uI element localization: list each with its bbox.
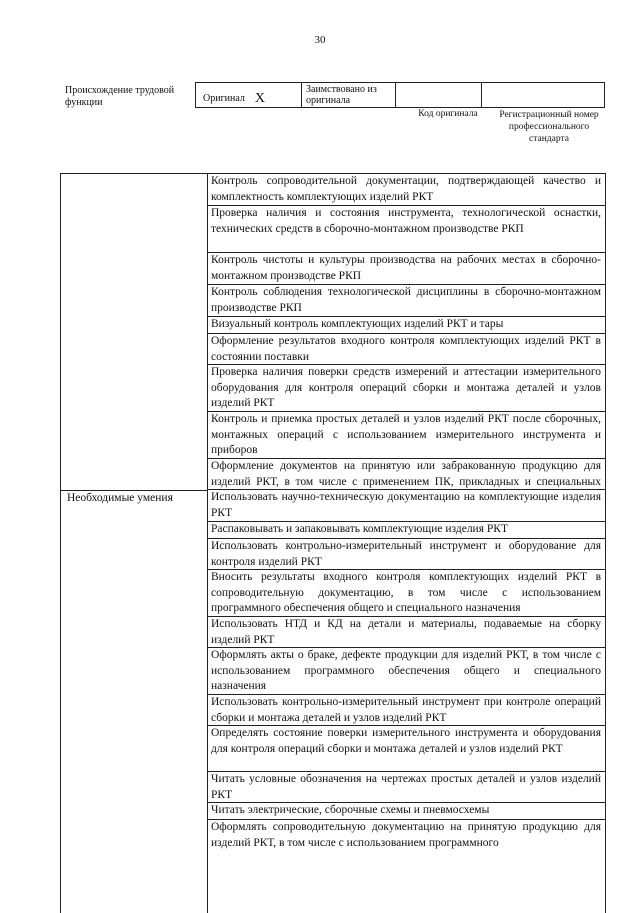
original-code-cell	[396, 83, 482, 107]
borrowed-label: Заимствовано из оригинала	[302, 83, 396, 107]
functions-table	[60, 173, 606, 913]
action-row: Контроль соблюдения технологической дисциплины в сборочно-монтажном производстве РКП	[208, 285, 605, 317]
original-cell	[196, 83, 302, 107]
skill-row: Читать условные обозначения на чертежах простых деталей и узлов изделий РКТ	[208, 772, 605, 803]
action-row: Оформление результатов входного контроля комплектующих изделий РКТ в состоянии поставки	[208, 334, 605, 365]
skill-row: Оформлять сопроводительную документацию на принятую продукцию для изделий РКТ, в том числе с использованием программного	[211, 821, 601, 849]
page-number: 30	[314, 34, 326, 46]
origin-label: Происхождение трудовой функции	[65, 85, 175, 108]
action-row: Визуальный контроль комплектующих изделий РКТ и тары	[208, 317, 605, 334]
original-mark: X	[254, 91, 266, 106]
skill-row: Вносить результаты входного контроля комплектующих изделий РКТ в сопроводительную документацию, в том числе с использованием программного обеспечения общего и специального назначения	[208, 570, 605, 617]
action-row: Контроль и приемка простых деталей и узлов изделий РКТ после сборочных, монтажных операций с использованием измерительного инструмента и приборов	[208, 412, 605, 459]
skill-row: Использовать НТД и КД на детали и материалы, подаваемые на сборку изделий РКТ	[208, 617, 605, 648]
skill-row: Использовать контрольно-измерительный инструмент при контроле операций сборки и монтажа деталей и узлов изделий РКТ	[208, 695, 605, 726]
registration-number-caption: Регистрационный номер профессионального стандарта	[499, 110, 599, 144]
action-row: Контроль чистоты и культуры производства на рабочих местах в сборочно-монтажном производстве РКП	[208, 253, 605, 285]
registration-number-cell	[482, 83, 604, 107]
action-row: Оформление документов на принятую или забракованную продукцию для изделий РКТ, в том числе с применением ПК, прикладных и специальных	[208, 459, 605, 490]
table-rows	[208, 174, 605, 852]
skills-label: Необходимые умения	[67, 492, 173, 504]
section-divider	[61, 490, 208, 491]
skill-row: Использовать научно-техническую документацию на комплектующие изделия РКТ	[208, 490, 605, 522]
action-row: Проверка наличия поверки средств измерений и аттестации измерительного оборудования для контроля операций сборки и монтажа деталей и узлов изделий РКТ	[208, 365, 605, 412]
skill-row: Определять состояние поверки измерительного инструмента и оборудования для контроля операций сборки и монтажа деталей и узлов изделий РКТ	[208, 726, 605, 772]
skill-row: Использовать контрольно-измерительный инструмент и оборудование для контроля изделий РКТ	[208, 539, 605, 570]
original-code-caption: Код оригинала	[418, 109, 478, 119]
skill-row: Оформлять акты о браке, дефекте продукции для изделий РКТ, в том числе с использованием программного обеспечения общего и специального назначения	[208, 648, 605, 695]
skill-row: Читать электрические, сборочные схемы и пневмосхемы	[208, 803, 605, 820]
origin-table	[195, 82, 605, 108]
original-label: Оригинал	[203, 93, 245, 104]
section-label-column	[61, 174, 208, 913]
action-row: Проверка наличия и состояния инструмента, технологической оснастки, технических средств в сборочно-монтажном производстве РКП	[208, 206, 605, 253]
action-row: Контроль сопроводительной документации, подтверждающей качество и комплектность комплектующих изделий РКТ	[208, 174, 605, 206]
skill-row: Распаковывать и запаковывать комплектующие изделия РКТ	[208, 522, 605, 539]
